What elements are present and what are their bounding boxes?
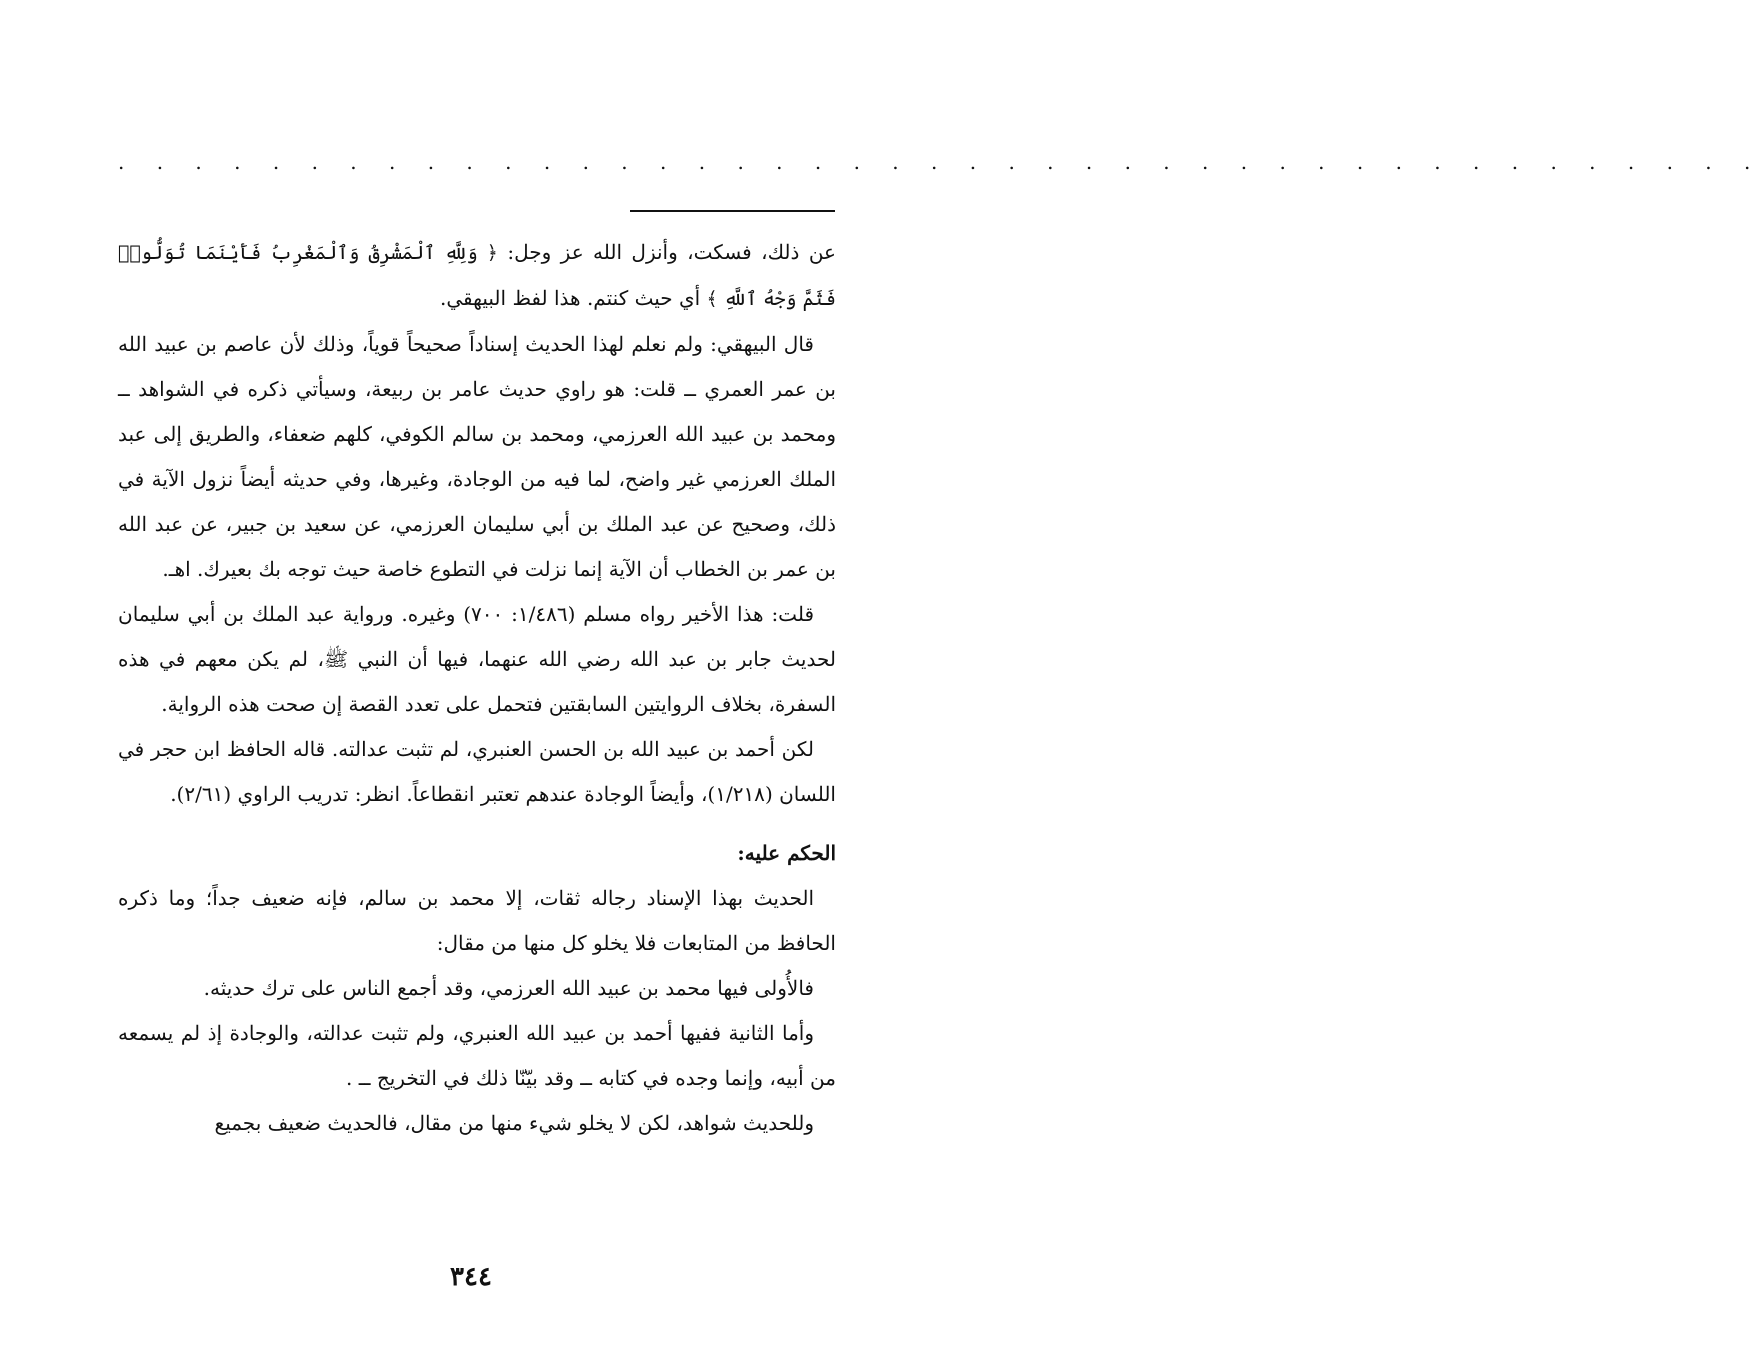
dotted-divider: . . . . . . . . . . . . . . . . . . . . . . . . . . . . . . . . . . . . . . . . . . . bbox=[118, 150, 1763, 174]
paragraph-1 bbox=[118, 230, 836, 322]
footnote-rule bbox=[630, 210, 835, 212]
paragraph-4: لكن أحمد بن عبيد الله بن الحسن العنبري، لم تثبت عدالته. قاله الحافظ ابن حجر في اللسان (١/٢١٨)، وأيضاً الوجادة عندهم تعتبر انقطاعاً. انظر: تدريب الراوي (٢/٦١). bbox=[118, 737, 836, 806]
paragraph-1-end: أي حيث كنتم. هذا لفظ البيهقي. bbox=[440, 286, 707, 310]
page-body bbox=[118, 230, 836, 1146]
ruling-paragraph-3: وأما الثانية ففيها أحمد بن عبيد الله العنبري، ولم تثبت عدالته، والوجادة إذ لم يسمعه من أبيه، وإنما وجده في كتابه ــ وقد بيّنّا ذلك في التخريج ــ . bbox=[118, 1021, 836, 1090]
quran-verse: ﴿ وَلِلَّهِ ٱلْمَشْرِقُ وَٱلْمَغْرِبُ فَأَيْنَمَا تُوَلُّوا۟ فَثَمَّ وَجْهُ ٱللَّهِ ﴾ bbox=[118, 242, 836, 310]
section-heading: الحكم عليه: bbox=[737, 841, 836, 865]
ruling-paragraph-2: فالأُولى فيها محمد بن عبيد الله العرزمي، وقد أجمع الناس على ترك حديثه. bbox=[203, 976, 814, 1000]
ruling-paragraph-4: وللحديث شواهد، لكن لا يخلو شيء منها من مقال، فالحديث ضعيف بجميع bbox=[214, 1111, 814, 1135]
page-number: ٣٤٤ bbox=[450, 1262, 492, 1292]
paragraph-2: قال البيهقي: ولم نعلم لهذا الحديث إسناداً صحيحاً قوياً، وذلك لأن عاصم بن عبيد الله بن عمر العمري ــ قلت: هو راوي حديث عامر بن ربيعة، وسيأتي ذكره في الشواهد ــ ومحمد بن عبيد الله العرزمي، ومحمد بن سالم الكوفي، كلهم ضعفاء، والطريق إلى عبد الملك العرزمي غير واضح، لما فيه من الوجادة، وغيرها، وفي حديثه أيضاً نزول الآية في ذلك، وصحيح عن عبد الملك بن أبي سليمان العرزمي، عن سعيد بن جبير، عن عبد الله بن عمر بن الخطاب أن الآية إنما نزلت في التطوع خاصة حيث توجه بك بعيرك. اهـ. bbox=[118, 332, 836, 581]
paragraph-3: قلت: هذا الأخير رواه مسلم (١/٤٨٦: ٧٠٠) وغيره. ورواية عبد الملك بن أبي سليمان لحديث جابر بن عبد الله رضي الله عنهما، فيها أن النبي ﷺ، لم يكن معهم في هذه السفرة، بخلاف الروايتين السابقتين فتحمل على تعدد القصة إن صحت هذه الرواية. bbox=[118, 602, 836, 716]
ruling-paragraph-1: الحديث بهذا الإسناد رجاله ثقات، إلا محمد بن سالم، فإنه ضعيف جداً؛ وما ذكره الحافظ من المتابعات فلا يخلو كل منها من مقال: bbox=[118, 886, 836, 955]
paragraph-1-start: عن ذلك، فسكت، وأنزل الله عز وجل: bbox=[497, 240, 836, 264]
